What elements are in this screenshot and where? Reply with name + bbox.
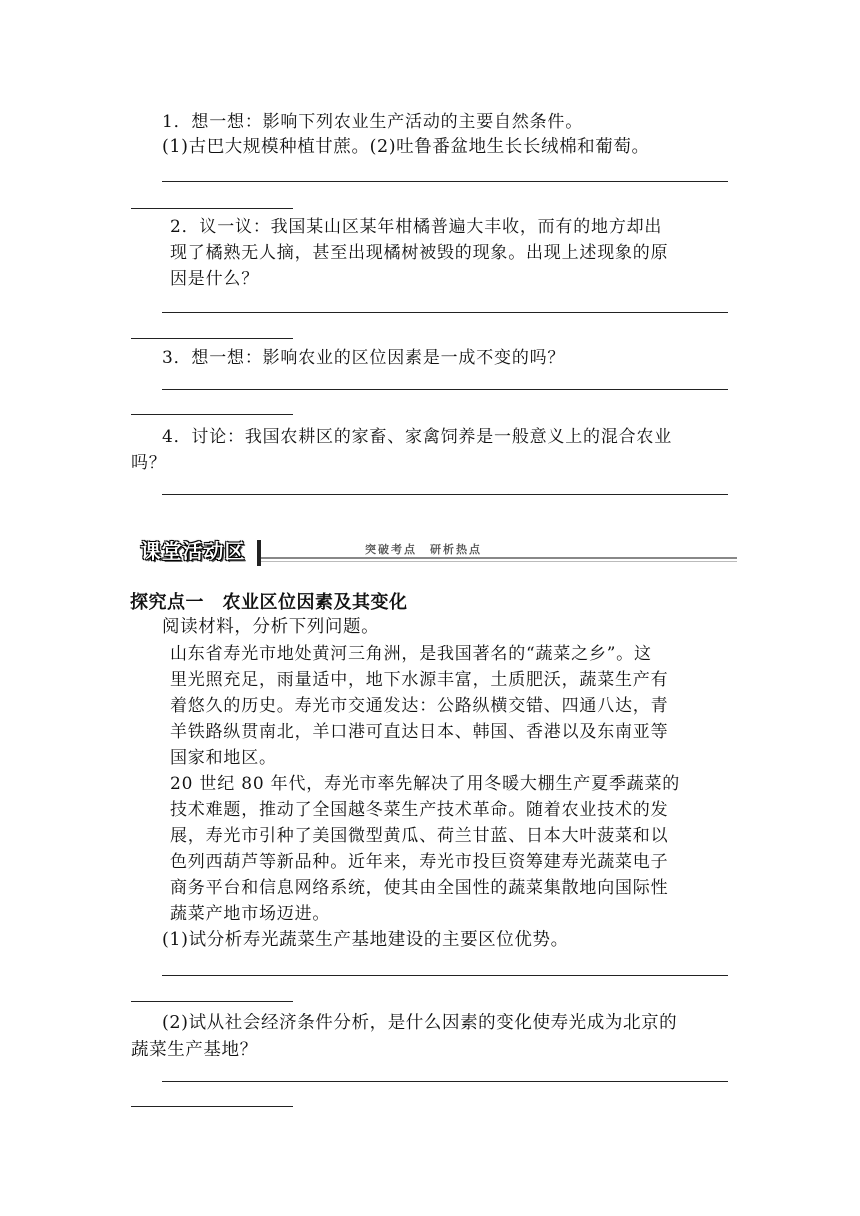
material-line: 着悠久的历史。寿光市交通发达：公路纵横交错、四通八达，青 — [170, 696, 669, 716]
material-line: 20 世纪 80 年代，寿光市率先解决了用冬暖大棚生产夏季蔬菜的 — [170, 774, 681, 794]
section-banner-subtitle: 突破考点 研析热点 — [365, 543, 482, 556]
question-2-line-3: 因是什么？ — [170, 269, 259, 289]
answer-line[interactable] — [162, 181, 728, 182]
material-line: 色列西葫芦等新品种。近年来，寿光市投巨资筹建寿光蔬菜电子 — [170, 852, 669, 872]
material-line: 羊铁路纵贯南北，羊口港可直达日本、韩国、香港以及东南亚等 — [170, 722, 669, 742]
section-banner-title: 课堂活动区 — [140, 539, 246, 563]
answer-line[interactable] — [162, 494, 728, 495]
material-line: 山东省寿光市地处黄河三角洲，是我国著名的“蔬菜之乡”。这 — [170, 644, 652, 664]
section-heading: 探究点一 农业区位因素及其变化 — [130, 592, 408, 613]
answer-line-short[interactable] — [131, 1001, 293, 1002]
answer-line[interactable] — [162, 1081, 728, 1082]
sub-question-2-line-1: (2)试从社会经济条件分析，是什么因素的变化使寿光成为北京的 — [162, 1013, 678, 1033]
material-line: 技术难题，推动了全国越冬菜生产技术革命。随着农业技术的发 — [170, 800, 669, 820]
answer-line[interactable] — [162, 389, 728, 390]
material-line: 国家和地区。 — [170, 748, 277, 768]
banner-rule — [261, 557, 737, 559]
question-1-line-1: 1．想一想：影响下列农业生产活动的主要自然条件。 — [162, 112, 584, 132]
answer-line[interactable] — [162, 312, 728, 313]
answer-line-short[interactable] — [131, 338, 293, 339]
sub-question-1: (1)试分析寿光蔬菜生产基地建设的主要区位优势。 — [162, 930, 569, 950]
question-4-line-1: 4．讨论：我国农耕区的家畜、家禽饲养是一般意义上的混合农业 — [162, 427, 673, 447]
answer-line-short[interactable] — [131, 1106, 293, 1107]
banner-divider — [257, 540, 261, 566]
material-line: 里光照充足，雨量适中，地下水源丰富，土质肥沃，蔬菜生产有 — [170, 670, 669, 690]
question-3-line-1: 3．想一想：影响农业的区位因素是一成不变的吗？ — [162, 348, 566, 368]
sub-question-2-line-2: 蔬菜生产基地？ — [131, 1040, 258, 1060]
answer-line-short[interactable] — [131, 208, 293, 209]
material-line: 展，寿光市引种了美国微型黄瓜、荷兰甘蓝、日本大叶菠菜和以 — [170, 826, 669, 846]
banner-rule-thin — [261, 561, 737, 562]
question-2-line-1: 2．议一议：我国某山区某年柑橘普遍大丰收，而有的地方却出 — [170, 217, 663, 237]
question-2-line-2: 现了橘熟无人摘，甚至出现橘树被毁的现象。出现上述现象的原 — [170, 243, 669, 263]
answer-line-short[interactable] — [131, 414, 293, 415]
material-line: 蔬菜产地市场迈进。 — [170, 904, 331, 924]
material-line: 商务平台和信息网络系统，使其由全国性的蔬菜集散地向国际性 — [170, 878, 669, 898]
answer-line[interactable] — [162, 975, 728, 976]
section-intro: 阅读材料，分析下列问题。 — [162, 617, 380, 637]
question-1-line-2: (1)古巴大规模种植甘蔗。(2)吐鲁番盆地生长长绒棉和葡萄。 — [162, 137, 650, 157]
question-4-line-2: 吗？ — [131, 453, 167, 473]
